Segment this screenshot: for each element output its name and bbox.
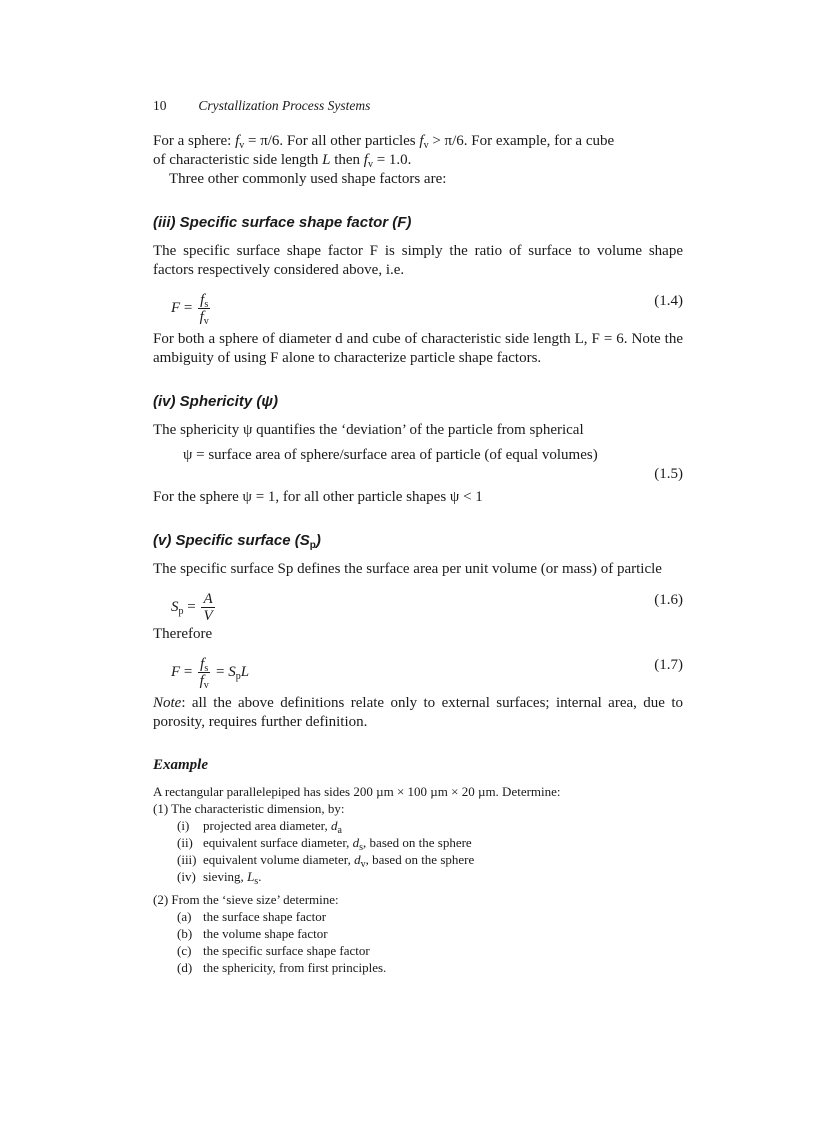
list-marker: (ii) [177, 835, 193, 850]
list-text: the surface shape factor [203, 909, 327, 924]
example-q2: (2) From the ‘sieve size’ determine: [153, 892, 339, 907]
section-iv-text: The sphericity ψ quantifies the ‘deviation’ of the particle from spherical [153, 422, 584, 438]
section-iv-after: For the sphere ψ = 1, for all other particle shapes ψ < 1 [153, 489, 483, 505]
list-text: the volume shape factor [203, 926, 328, 941]
list-item [153, 868, 683, 885]
section-iii-after: For both a sphere of diameter d and cube of characteristic side length L, F = 6. Note the ambiguity of using F alone to characterize particle shape factors. [153, 331, 683, 366]
list-variable: d [352, 835, 360, 850]
equation-1-6: $S_p$ = $\frac{A}{V}$ (1.6) [171, 591, 683, 624]
list-text-end: . [258, 869, 262, 884]
list-marker: (i) [177, 818, 190, 833]
example-intro: A rectangular parallelepiped has sides 200 µm × 100 µm × 20 µm. Determine: [153, 784, 561, 799]
list-variable: L [247, 869, 255, 884]
list-subscript: s [359, 842, 364, 853]
equation-number: (1.4) [654, 293, 683, 309]
therefore: Therefore [153, 626, 213, 642]
list-marker: (iii) [177, 852, 197, 867]
list-subscript: a [337, 825, 342, 836]
example-block [153, 783, 683, 976]
list-variable: d [330, 818, 338, 833]
list-text: equivalent surface diameter, [203, 835, 353, 850]
list-subscript: s [254, 876, 259, 887]
section-v-heading: (v) Specific surface $(S_p)$ [153, 532, 321, 551]
example-q1-list [153, 817, 683, 885]
note: Note: all the above definitions relate only to external surfaces; internal area, due to porosity, requires further definition. [153, 695, 683, 730]
equation-1-5: ψ = surface area of sphere/surface area of particle (of equal volumes) [183, 447, 598, 463]
list-item [153, 942, 683, 959]
list-marker: (b) [177, 926, 193, 941]
list-text-end: , based on the sphere [365, 852, 475, 867]
equation-number: (1.5) [654, 466, 683, 482]
equation-number: (1.6) [654, 592, 683, 608]
list-item [153, 851, 683, 868]
list-item [153, 817, 683, 834]
intro-line-2: of characteristic side length L then $f_v = 1.0$. [153, 152, 412, 170]
list-marker: (d) [177, 960, 193, 975]
list-marker: (c) [177, 943, 192, 958]
equation-1-7: F = $\frac{f_s}{f_v}$ = $S_pL$ (1.7) [171, 656, 683, 691]
list-text: sieving, [203, 869, 248, 884]
example-q2-list [153, 908, 683, 976]
example-q1: (1) The characteristic dimension, by: [153, 801, 345, 816]
list-text: equivalent volume diameter, [203, 852, 355, 867]
equation-1-4: F = $\frac{f_s}{f_v}$ (1.4) [171, 292, 683, 327]
list-item [153, 925, 683, 942]
list-text: the specific surface shape factor [203, 943, 370, 958]
list-marker: (iv) [177, 869, 196, 884]
list-item [153, 834, 683, 851]
running-title: Crystallization Process Systems [198, 98, 371, 113]
intro-line-1: For a sphere: $f_v = \pi/6$. For all other particles $f_v > \pi/6$. For example, for a cube [153, 133, 615, 151]
example-heading: Example [153, 757, 208, 773]
page-number: 10 [153, 98, 167, 113]
list-text: projected area diameter, [203, 818, 331, 833]
intro-line-3: Three other commonly used shape factors are: [169, 171, 447, 187]
running-header [153, 98, 370, 114]
list-marker: (a) [177, 909, 192, 924]
list-subscript: v [360, 859, 366, 870]
section-v-text: The specific surface Sp defines the surface area per unit volume (or mass) of particle [153, 561, 662, 577]
section-iv-heading: (iv) Sphericity (ψ) [153, 393, 278, 410]
section-iii-heading: (iii) Specific surface shape factor (F) [153, 214, 412, 231]
list-item [153, 908, 683, 925]
list-variable: d [354, 852, 361, 867]
section-iii-text: The specific surface shape factor F is simply the ratio of surface to volume shape factors respectively considered above, i.e. [153, 243, 683, 278]
equation-number: (1.7) [654, 657, 683, 673]
list-text-end: , based on the sphere [363, 835, 472, 850]
list-item [153, 959, 683, 976]
list-text: the sphericity, from first principles. [203, 960, 387, 975]
page-body [153, 132, 683, 976]
